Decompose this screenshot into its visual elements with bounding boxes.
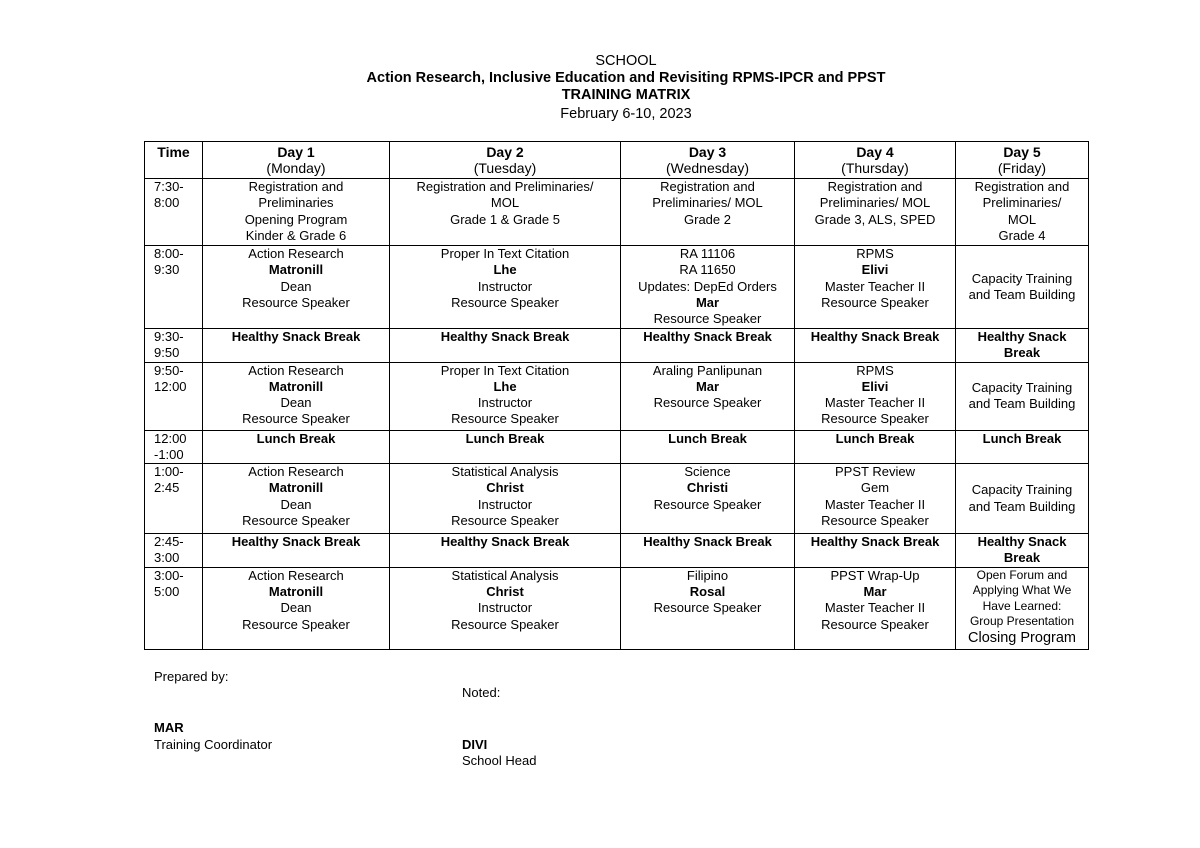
time-text: 2:45: [154, 480, 180, 496]
schedule-cell-day-5: [956, 464, 1089, 534]
cell-text: Resource Speaker: [242, 411, 350, 427]
cell-text: Action Research: [248, 464, 344, 480]
cell-text: Registration and: [827, 179, 923, 194]
time-cell: [145, 534, 203, 568]
schedule-cell-day-3: [621, 430, 795, 464]
cell-text: Resource Speaker: [653, 600, 762, 616]
table-row: [145, 246, 1089, 329]
document-subtitle: TRAINING MATRIX: [561, 87, 691, 103]
cell-text-bold: Mar: [695, 294, 720, 310]
document-title: Action Research, Inclusive Education and Revisiting RPMS-IPCR and PPST: [366, 70, 886, 86]
schedule-cell-day-4: [795, 179, 956, 246]
schedule-cell-day-5: [956, 362, 1089, 430]
cell-text: Closing Program: [968, 629, 1076, 646]
head-name: DIVI: [462, 737, 488, 752]
schedule-cell-day-1: [203, 246, 390, 329]
schedule-cell-day-3: [621, 464, 795, 534]
cell-text: Statistical Analysis: [451, 464, 559, 480]
cell-text: Grade 3, ALS, SPED: [814, 211, 936, 227]
schedule-cell-day-4: [795, 430, 956, 464]
cell-text: Open Forum and: [976, 567, 1068, 582]
cell-text: Instructor: [477, 496, 533, 512]
table-row: [145, 329, 1089, 363]
cell-text-bold: Lunch Break: [256, 430, 336, 446]
cell-text: Araling Panlipunan: [652, 362, 763, 378]
cell-text: Instructor: [477, 600, 533, 616]
cell-text: Dean: [280, 278, 312, 294]
time-column-header: Time: [145, 142, 203, 179]
cell-text-bold: Lunch Break: [465, 430, 545, 446]
time-text: 8:00: [154, 195, 180, 211]
cell-text: Capacity Training: [971, 379, 1073, 395]
cell-text-bold: Healthy Snack Break: [810, 329, 940, 344]
cell-text-bold: Rosal: [689, 584, 726, 600]
cell-text: Resource Speaker: [653, 311, 762, 327]
table-row: [145, 179, 1089, 246]
cell-text: Dean: [280, 395, 312, 411]
preparer-role: Training Coordinator: [154, 737, 273, 752]
schedule-cell-day-3: [621, 246, 795, 329]
cell-text-bold: Matronill: [268, 262, 324, 278]
schedule-cell-day-4: [795, 567, 956, 649]
prepared-by-label: Prepared by:: [154, 669, 229, 684]
schedule-cell-day-1: [203, 329, 390, 363]
cell-text: Dean: [280, 496, 312, 512]
cell-text-bold: Lhe: [493, 262, 517, 278]
time-cell: [145, 179, 203, 246]
cell-text-bold: Break: [1003, 550, 1041, 566]
training-matrix-table: [144, 141, 1089, 650]
time-text: 7:30-: [154, 179, 184, 194]
cell-text: Resource Speaker: [242, 294, 350, 310]
cell-text: Proper In Text Citation: [440, 362, 570, 378]
cell-text-bold: Matronill: [268, 480, 324, 496]
cell-text: MOL: [1007, 211, 1037, 227]
cell-text-bold: Lunch Break: [668, 430, 747, 446]
cell-text: Action Research: [248, 362, 344, 378]
time-text: 3:00-: [154, 567, 184, 583]
cell-text-bold: Elivi: [861, 262, 889, 278]
cell-text-bold: Healthy Snack: [977, 329, 1067, 344]
table-row: [145, 430, 1089, 464]
table-row: [145, 567, 1089, 649]
schedule-cell-day-2: [390, 362, 621, 430]
time-text: 9:30-: [154, 329, 184, 344]
cell-text: Resource Speaker: [821, 411, 929, 427]
weekday-label: (Wednesday): [665, 160, 749, 177]
schedule-cell-day-5: [956, 430, 1089, 464]
cell-text: Resource Speaker: [451, 294, 559, 310]
schedule-cell-day-2: [390, 534, 621, 568]
cell-text: MOL: [490, 195, 520, 211]
cell-text: Resource Speaker: [653, 395, 762, 411]
cell-text: Resource Speaker: [653, 496, 762, 512]
schedule-cell-day-2: [390, 329, 621, 363]
table-body: [145, 179, 1089, 650]
day-label: Day 1: [277, 144, 315, 160]
cell-text: RPMS: [856, 362, 894, 378]
cell-text: Preliminaries/ MOL: [652, 195, 763, 211]
schedule-cell-day-1: [203, 464, 390, 534]
cell-text: Instructor: [477, 278, 533, 294]
cell-text: Have Learned:: [982, 598, 1062, 613]
cell-text-bold: Lunch Break: [982, 430, 1062, 446]
weekday-label: (Monday): [266, 160, 326, 177]
schedule-cell-day-5: [956, 534, 1089, 568]
schedule-cell-day-1: [203, 179, 390, 246]
time-text: 5:00: [154, 584, 180, 600]
schedule-cell-day-2: [390, 430, 621, 464]
weekday-label: (Thursday): [841, 160, 909, 177]
cell-text: Grade 4: [998, 227, 1046, 243]
schedule-cell-day-4: [795, 329, 956, 363]
cell-text: Kinder & Grade 6: [245, 227, 347, 243]
cell-text: Filipino: [686, 567, 729, 583]
cell-text: Preliminaries/ MOL: [819, 195, 931, 211]
time-text: 9:30: [154, 262, 180, 278]
cell-text: and Team Building: [968, 287, 1076, 302]
cell-text: Resource Speaker: [242, 513, 350, 529]
schedule-cell-day-4: [795, 464, 956, 534]
cell-text-bold: Lhe: [493, 378, 517, 394]
time-text: 9:50-: [154, 362, 184, 378]
day-4-header: [795, 142, 956, 179]
schedule-cell-day-4: [795, 246, 956, 329]
training-dates: February 6-10, 2023: [560, 106, 692, 122]
cell-text: Action Research: [248, 567, 344, 583]
cell-text: Gem: [860, 480, 890, 496]
schedule-cell-day-5: [956, 329, 1089, 363]
cell-text-bold: Healthy Snack Break: [440, 534, 570, 550]
preparer-name: MAR: [154, 720, 184, 735]
cell-text: Capacity Training: [971, 270, 1073, 286]
day-label: Day 3: [688, 144, 727, 160]
weekday-label: (Tuesday): [473, 160, 537, 177]
time-cell: [145, 430, 203, 464]
schedule-cell-day-5: [956, 246, 1089, 329]
cell-text: Applying What We: [972, 583, 1072, 598]
weekday-label: (Friday): [997, 160, 1047, 177]
time-text: 3:00: [154, 550, 180, 566]
cell-text-bold: Matronill: [268, 378, 324, 394]
time-cell: [145, 362, 203, 430]
time-cell: [145, 464, 203, 534]
cell-text: Registration and: [248, 179, 344, 194]
schedule-cell-day-2: [390, 567, 621, 649]
schedule-cell-day-1: [203, 567, 390, 649]
schedule-cell-day-5: [956, 179, 1089, 246]
cell-text: and Team Building: [968, 396, 1076, 412]
day-label: Day 5: [1003, 144, 1041, 160]
school-name: SCHOOL: [595, 53, 657, 69]
schedule-cell-day-3: [621, 534, 795, 568]
cell-text-bold: Elivi: [861, 378, 889, 394]
time-text: 12:00: [154, 378, 187, 394]
cell-text: Resource Speaker: [821, 616, 929, 632]
cell-text-bold: Break: [1003, 345, 1041, 361]
schedule-cell-day-1: [203, 362, 390, 430]
schedule-cell-day-4: [795, 534, 956, 568]
time-text: 1:00-: [154, 464, 184, 480]
table-row: [145, 362, 1089, 430]
table-header-row: [145, 142, 1089, 179]
cell-text: Registration and: [660, 179, 755, 194]
time-cell: [145, 329, 203, 363]
schedule-cell-day-3: [621, 179, 795, 246]
schedule-cell-day-1: [203, 430, 390, 464]
schedule-cell-day-2: [390, 246, 621, 329]
cell-text: Master Teacher II: [824, 600, 926, 616]
cell-text: PPST Wrap-Up: [830, 567, 920, 583]
cell-text: Preliminaries: [258, 195, 334, 211]
time-cell: [145, 246, 203, 329]
cell-text: Instructor: [477, 395, 533, 411]
cell-text: Registration and Preliminaries/: [416, 179, 594, 194]
cell-text: Registration and: [974, 179, 1070, 194]
cell-text-bold: Christ: [486, 584, 524, 600]
cell-text: Group Presentation: [969, 614, 1075, 629]
cell-text: Opening Program: [244, 211, 348, 227]
cell-text-bold: Mar: [863, 584, 887, 600]
cell-text: Resource Speaker: [451, 411, 559, 427]
schedule-cell-day-3: [621, 362, 795, 430]
time-text: -1:00: [154, 446, 184, 462]
cell-text: RA 11650: [679, 262, 736, 278]
day-1-header: [203, 142, 390, 179]
head-role: School Head: [462, 753, 537, 768]
day-3-header: [621, 142, 795, 179]
cell-text: RA 11106: [679, 246, 736, 261]
schedule-cell-day-2: [390, 464, 621, 534]
cell-text-bold: Healthy Snack Break: [231, 534, 361, 550]
cell-text: Resource Speaker: [821, 294, 929, 310]
table-row: [145, 464, 1089, 534]
schedule-cell-day-2: [390, 179, 621, 246]
cell-text-bold: Healthy Snack Break: [643, 329, 772, 344]
time-text: 12:00: [154, 430, 187, 446]
cell-text: Grade 2: [684, 211, 731, 227]
cell-text: Resource Speaker: [451, 616, 559, 632]
cell-text: Proper In Text Citation: [440, 246, 570, 261]
cell-text: PPST Review: [835, 464, 915, 480]
cell-text-bold: Healthy Snack: [977, 534, 1067, 550]
time-cell: [145, 567, 203, 649]
time-text: 8:00-: [154, 246, 184, 261]
cell-text: Preliminaries/: [982, 195, 1062, 211]
schedule-cell-day-3: [621, 567, 795, 649]
cell-text-bold: Healthy Snack Break: [810, 534, 940, 550]
day-5-header: [956, 142, 1089, 179]
time-text: 9:50: [154, 345, 180, 361]
cell-text: Capacity Training: [971, 482, 1073, 498]
cell-text-bold: Mar: [695, 378, 720, 394]
cell-text-bold: Healthy Snack Break: [440, 329, 570, 344]
noted-label: Noted:: [462, 685, 501, 700]
schedule-cell-day-3: [621, 329, 795, 363]
cell-text-bold: Matronill: [268, 584, 324, 600]
schedule-cell-day-4: [795, 362, 956, 430]
cell-text-bold: Christi: [686, 480, 729, 496]
table-row: [145, 534, 1089, 568]
cell-text-bold: Lunch Break: [835, 430, 915, 446]
cell-text: Resource Speaker: [821, 513, 929, 529]
cell-text: Master Teacher II: [824, 496, 926, 512]
schedule-cell-day-1: [203, 534, 390, 568]
cell-text: Master Teacher II: [824, 278, 926, 294]
day-2-header: [390, 142, 621, 179]
day-label: Day 4: [856, 144, 894, 160]
cell-text: Action Research: [248, 246, 344, 261]
cell-text: Resource Speaker: [242, 616, 350, 632]
cell-text: Grade 1 & Grade 5: [450, 211, 560, 227]
time-text: 2:45-: [154, 534, 184, 550]
cell-text-bold: Healthy Snack Break: [643, 534, 772, 550]
cell-text: RPMS: [856, 246, 894, 261]
cell-text-bold: Christ: [486, 480, 524, 496]
schedule-cell-day-5: [956, 567, 1089, 649]
day-label: Day 2: [486, 144, 524, 160]
cell-text: Resource Speaker: [451, 513, 559, 529]
cell-text: Statistical Analysis: [451, 567, 559, 583]
cell-text: Updates: DepEd Orders: [638, 278, 777, 294]
cell-text-bold: Healthy Snack Break: [231, 329, 361, 344]
cell-text: Dean: [280, 600, 312, 616]
cell-text: Science: [684, 464, 731, 480]
cell-text: Master Teacher II: [824, 395, 926, 411]
cell-text: and Team Building: [968, 498, 1076, 514]
